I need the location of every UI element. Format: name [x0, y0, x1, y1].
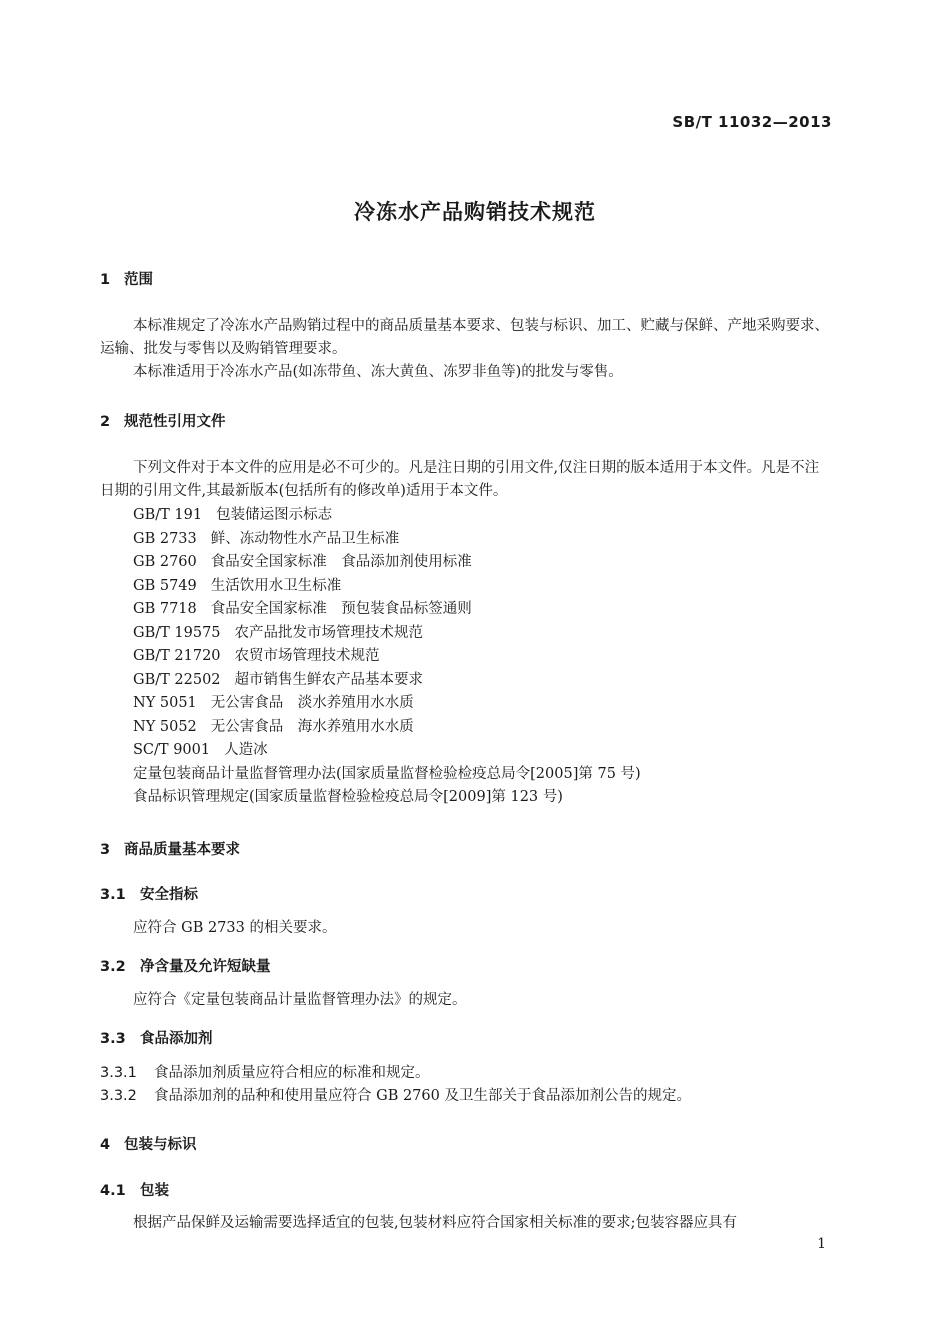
section-title: 安全指标 — [140, 887, 198, 903]
standard-code: SB/T 11032—2013 — [672, 113, 832, 131]
section-3-3-1-item: 3.3.1 食品添加剂质量应符合相应的标准和规定。 — [100, 1065, 430, 1081]
reference-item: GB/T 191 包装储运图示标志 — [133, 507, 333, 523]
section-1-heading — [100, 268, 153, 289]
reference-item: 定量包装商品计量监督管理办法(国家质量监督检验检疫总局令[2005]第 75 号) — [133, 765, 641, 782]
document-title: 冷冻水产品购销技术规范 — [354, 200, 596, 224]
reference-item: GB/T 19575 农产品批发市场管理技术规范 — [133, 624, 424, 641]
section-3-1-text: 应符合 GB 2733 的相关要求。 — [133, 920, 337, 936]
section-3-1-heading — [100, 883, 198, 904]
section-4-1-heading — [100, 1179, 169, 1200]
section-number: 3.2 — [100, 959, 126, 975]
page-number: 1 — [817, 1236, 826, 1252]
reference-item: GB/T 22502 超市销售生鲜农产品基本要求 — [133, 671, 424, 688]
section-title: 商品质量基本要求 — [124, 842, 240, 858]
reference-item: GB 2760 食品安全国家标准 食品添加剂使用标准 — [133, 554, 472, 570]
section-title: 包装与标识 — [124, 1137, 197, 1153]
section-title: 规范性引用文件 — [124, 414, 226, 430]
section-2-heading — [100, 410, 226, 431]
section-4-heading — [100, 1133, 197, 1154]
section-number: 3 — [100, 842, 111, 858]
reference-item: GB 7718 食品安全国家标准 预包装食品标签通则 — [133, 601, 472, 617]
section-title: 包装 — [140, 1183, 169, 1199]
reference-item: NY 5051 无公害食品 淡水养殖用水水质 — [133, 695, 414, 711]
section-3-3-heading — [100, 1027, 213, 1048]
section-title: 食品添加剂 — [140, 1031, 213, 1047]
section-3-2-text: 应符合《定量包装商品计量监督管理办法》的规定。 — [133, 992, 467, 1008]
reference-item: GB 5749 生活饮用水卫生标准 — [133, 577, 342, 594]
reference-item: SC/T 9001 人造冰 — [133, 742, 268, 758]
section-number: 4 — [100, 1137, 111, 1153]
section-4-1-text: 根据产品保鲜及运输需要选择适宜的包装,包装材料应符合国家相关标准的要求;包装容器应具有 — [133, 1215, 737, 1231]
section-number: 2 — [100, 414, 111, 430]
section-number: 4.1 — [100, 1183, 126, 1199]
section-number: 1 — [100, 272, 111, 288]
section-3-2-heading — [100, 955, 271, 976]
section-title: 净含量及允许短缺量 — [140, 959, 271, 975]
section-1-paragraph-1: 本标准规定了冷冻水产品购销过程中的商品质量基本要求、包装与标识、加工、贮藏与保鲜、产地采购要求、运输、批发与零售以及购销管理要求。 — [100, 318, 829, 357]
reference-item: GB/T 21720 农贸市场管理技术规范 — [133, 648, 380, 664]
section-number: 3.1 — [100, 887, 126, 903]
reference-list — [133, 504, 641, 810]
section-3-3-2-item: 3.3.2 食品添加剂的品种和使用量应符合 GB 2760 及卫生部关于食品添加剂公告的规定。 — [100, 1088, 691, 1104]
reference-item: GB 2733 鲜、冻动物性水产品卫生标准 — [133, 530, 400, 547]
section-number: 3.3 — [100, 1031, 126, 1047]
reference-item: 食品标识管理规定(国家质量监督检验检疫总局令[2009]第 123 号) — [133, 789, 563, 805]
reference-item: NY 5052 无公害食品 海水养殖用水水质 — [133, 718, 414, 735]
section-3-heading — [100, 838, 240, 859]
section-title: 范围 — [124, 272, 153, 288]
section-2-intro: 下列文件对于本文件的应用是必不可少的。凡是注日期的引用文件,仅注日期的版本适用于本文件。凡是不注日期的引用文件,其最新版本(包括所有的修改单)适用于本文件。 — [100, 460, 820, 499]
section-1-paragraph-2: 本标准适用于冷冻水产品(如冻带鱼、冻大黄鱼、冻罗非鱼等)的批发与零售。 — [133, 364, 623, 380]
